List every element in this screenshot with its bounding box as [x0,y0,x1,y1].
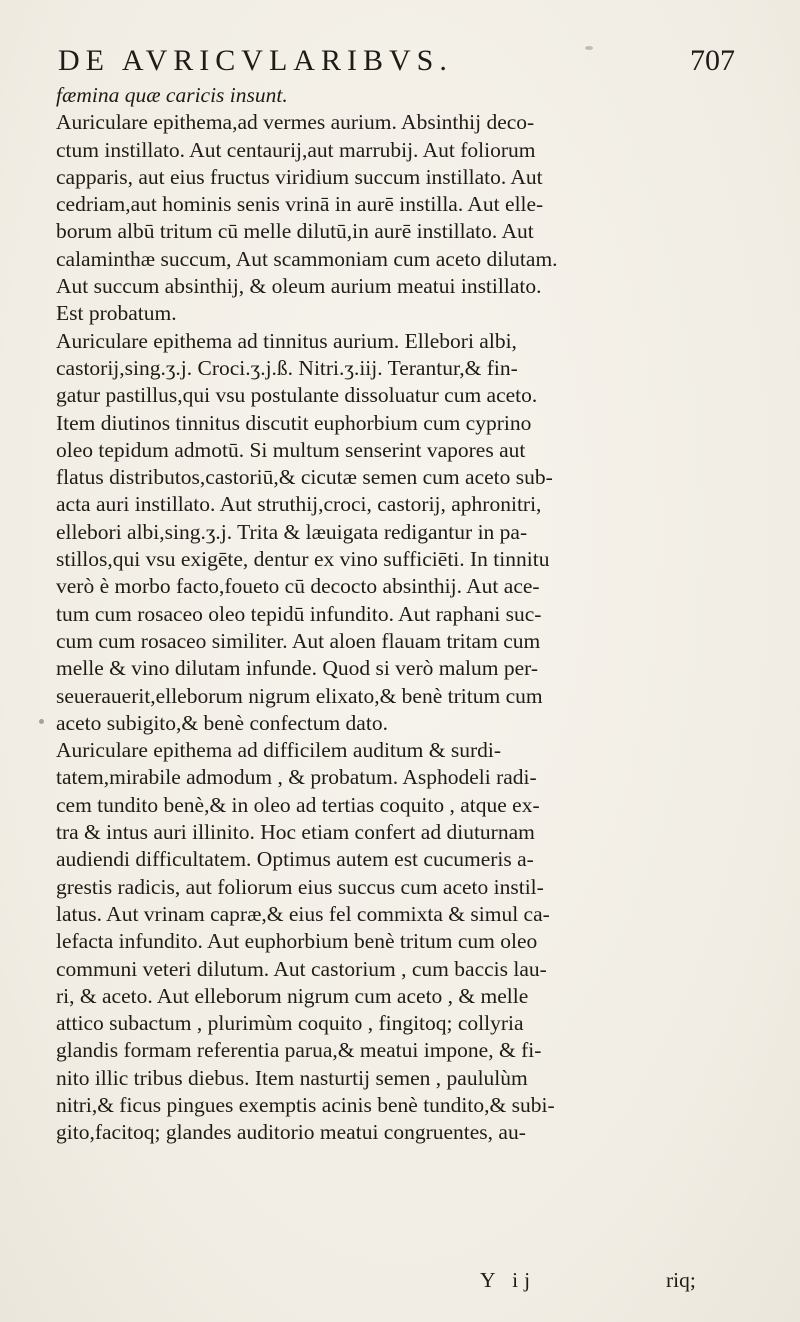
text-line: ellebori albi,sing.ʒ.j. Trita & læuigata redigantur in pa- [56,519,528,544]
text-line: Auriculare epithema ad tinnitus aurium. Ellebori albi, [56,328,517,353]
text-line: acta auri instillato. Aut struthij,croci, castorij, aphronitri, [56,492,542,517]
text-line: nitri,& ficus pingues exemptis acinis benè tundito,& subi- [56,1092,555,1117]
text-line: melle & vino dilutam infunde. Quod si verò malum per- [56,656,539,681]
text-line: calaminthæ succum, Aut scammoniam cum aceto dilutam. [56,246,558,271]
text-line: cedriam,aut hominis senis vrinā in aurē instilla. Aut elle- [56,192,544,217]
text-line: Auriculare epithema ad difficilem auditum & surdi- [56,738,501,763]
text-line: fæmina quæ caricis insunt. [56,83,288,107]
page-number: 707 [690,44,735,77]
text-line: glandis formam referentia parua,& meatui impone, & fi- [56,1038,542,1063]
text-line: latus. Aut vrinam capræ,& eius fel commixta & simul ca- [56,901,550,926]
catchword: riq; [666,1268,696,1292]
text-line: capparis, aut eius fructus viridium succum instillato. Aut [56,164,543,189]
text-line: attico subactum , plurimùm coquito , fingitoq; collyria [56,1011,524,1036]
body-text [56,82,756,1147]
text-line: ri, & aceto. Aut elleborum nigrum cum aceto , & melle [56,983,529,1008]
page-header [58,44,758,84]
text-line: aceto subigito,& benè confectum dato. [56,710,388,735]
text-line: gatur pastillus,qui vsu postulante dissoluatur cum aceto. [56,383,538,408]
text-line: flatus distributos,castoriū,& cicutæ semen cum aceto sub- [56,465,553,490]
signature-mark: Y ij [480,1268,537,1292]
text-line: grestis radicis, aut foliorum eius succus cum aceto instil- [56,874,544,899]
running-title: DE AVRICVLARIBVS. [58,44,453,77]
text-line: gito,facitoq; glandes auditorio meatui congruentes, au- [56,1120,526,1145]
text-line: cum cum rosaceo similiter. Aut aloen flauam tritam cum [56,628,541,653]
text-line: Est probatum. [56,301,177,326]
text-line: oleo tepidum admotū. Si multum senserint vapores aut [56,437,526,462]
text-line: lefacta infundito. Aut euphorbium benè tritum cum oleo [56,929,538,954]
text-line: communi veteri dilutum. Aut castorium , cum baccis lau- [56,956,547,981]
text-line: nito illic tribus diebus. Item nasturtij semen , paululùm [56,1065,528,1090]
ink-speck [585,46,593,50]
text-line: borum albū tritum cū melle dilutū,in aurē instillato. Aut [56,219,534,244]
text-line: tatem,mirabile admodum , & probatum. Asphodeli radi- [56,765,537,790]
text-line: tum cum rosaceo oleo tepidū infundito. Aut raphani suc- [56,601,542,626]
footer-line [56,1268,756,1298]
text-line: seuerauerit,elleborum nigrum elixato,& benè tritum cum [56,683,543,708]
text-line: castorij,sing.ʒ.j. Croci.ʒ.j.ß. Nitri.ʒ.iij. Terantur,& fin- [56,355,518,380]
text-line: audiendi difficultatem. Optimus autem est cucumeris a- [56,847,534,872]
text-line: stillos,qui vsu exigēte, dentur ex vino sufficiēti. In tinnitu [56,547,550,572]
text-line: cem tundito benè,& in oleo ad tertias coquito , atque ex- [56,792,540,817]
text-line: verò è morbo facto,foueto cū decocto absinthij. Aut ace- [56,574,540,599]
ink-speck [39,719,44,724]
text-line: Aut succum absinthij, & oleum aurium meatui instillato. [56,274,542,299]
text-line: ctum instillato. Aut centaurij,aut marrubij. Aut foliorum [56,137,536,162]
text-line: Item diutinos tinnitus discutit euphorbium cum cyprino [56,410,532,435]
text-line: Auriculare epithema,ad vermes aurium. Absinthij deco- [56,110,535,135]
text-line: tra & intus auri illinito. Hoc etiam confert ad diuturnam [56,820,535,845]
